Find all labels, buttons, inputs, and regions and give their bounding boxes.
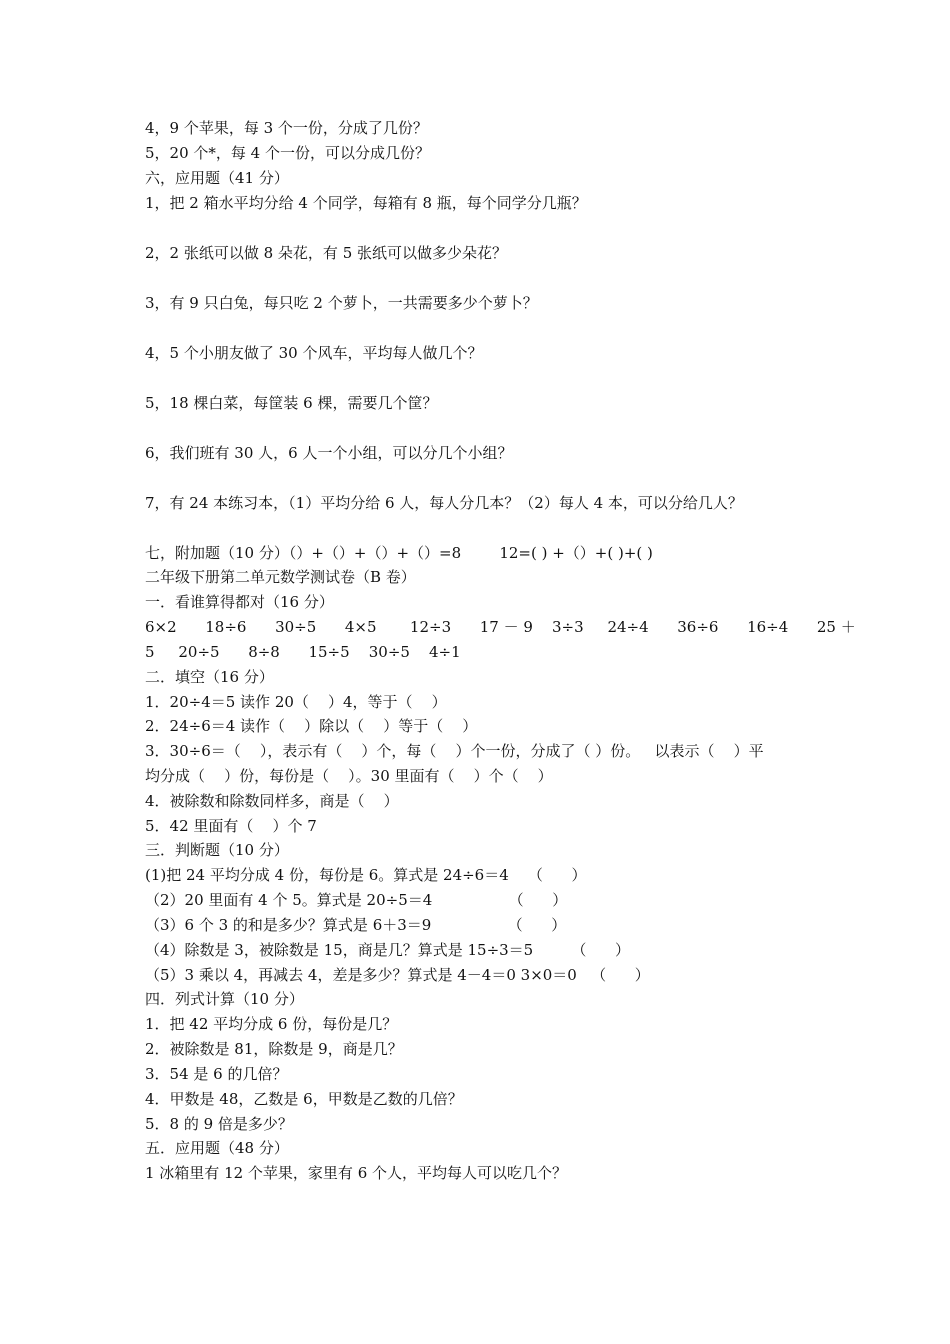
text-line: 5．42 里面有（ ）个 7: [145, 817, 317, 835]
text-line: 5，20 个*，每 4 个一份，可以分成几份？: [145, 144, 430, 162]
text-line: 3，有 9 只白兔，每只吃 2 个萝卜，一共需要多少个萝卜？: [145, 294, 538, 312]
section-heading: 二．填空（16 分）: [145, 668, 274, 686]
document-title: 二年级下册第二单元数学测试卷（B 卷）: [145, 568, 416, 586]
text-line: 2．被除数是 81，除数是 9，商是几？: [145, 1040, 403, 1058]
text-line: 6，我们班有 30 人，6 人一个小组，可以分几个小组？: [145, 444, 513, 462]
text-line: 均分成（ ）份，每份是（ ）。30 里面有（ ）个（ ）: [145, 767, 553, 785]
section-heading: 三．判断题（10 分）: [145, 841, 289, 859]
text-line: （2）20 里面有 4 个 5。算式是 20÷5＝4 （ ）: [145, 891, 568, 909]
text-line: （4）除数是 3，被除数是 15，商是几？算式是 15÷3＝5 （ ）: [145, 941, 630, 959]
text-line: （3）6 个 3 的和是多少？算式是 6＋3＝9 （ ）: [145, 916, 567, 934]
section-heading: 一．看谁算得都对（16 分）: [145, 593, 334, 611]
text-line: 6×2 18÷6 30÷5 4×5 12÷3 17 － 9 3÷3 24÷4 36÷6 16÷4 25 ＋: [145, 618, 856, 636]
text-line: 1．20÷4＝5 读作 20（ ）4，等于（ ）: [145, 693, 447, 711]
section-heading: 七，附加题（10 分）（）+（）+（）+（）=8 12=( ) +（）+( )+( ): [145, 544, 653, 562]
text-line: 5 20÷5 8÷8 15÷5 30÷5 4÷1: [145, 643, 461, 661]
text-line: (1)把 24 平均分成 4 份，每份是 6。算式是 24÷6＝4 （ ）: [145, 866, 587, 884]
text-line: 5，18 棵白菜，每筐装 6 棵，需要几个筐？: [145, 394, 438, 412]
text-line: 4，9 个苹果，每 3 个一份，分成了几份？: [145, 119, 428, 137]
text-line: 2，2 张纸可以做 8 朵花，有 5 张纸可以做多少朵花？: [145, 244, 508, 262]
text-line: 7，有 24 本练习本，（1）平均分给 6 人，每人分几本？（2）每人 4 本，可以分给几人？: [145, 494, 743, 512]
text-line: 3．54 是 6 的几倍？: [145, 1065, 288, 1083]
text-line: 1．把 42 平均分成 6 份，每份是几？: [145, 1015, 398, 1033]
section-heading: 六，应用题（41 分）: [145, 169, 289, 187]
text-line: 5．8 的 9 倍是多少？: [145, 1115, 293, 1133]
text-line: （5）3 乘以 4，再减去 4，差是多少？算式是 4－4＝0 3×0＝0 （ ）: [145, 966, 650, 984]
text-line: 4．被除数和除数同样多，商是（ ）: [145, 792, 399, 810]
text-line: 4，5 个小朋友做了 30 个风车，平均每人做几个？: [145, 344, 483, 362]
section-heading: 四．列式计算（10 分）: [145, 990, 304, 1008]
text-line: 4．甲数是 48，乙数是 6，甲数是乙数的几倍？: [145, 1090, 463, 1108]
section-heading: 五．应用题（48 分）: [145, 1139, 289, 1157]
text-line: 3．30÷6＝（ ），表示有（ ）个，每（ ）个一份，分成了（ ）份。 以表示（ ）平: [145, 742, 764, 760]
text-line: 2．24÷6＝4 读作（ ）除以（ ）等于（ ）: [145, 717, 478, 735]
text-line: 1，把 2 箱水平均分给 4 个同学，每箱有 8 瓶，每个同学分几瓶？: [145, 194, 587, 212]
text-line: 1 冰箱里有 12 个苹果，家里有 6 个人，平均每人可以吃几个？: [145, 1164, 568, 1182]
